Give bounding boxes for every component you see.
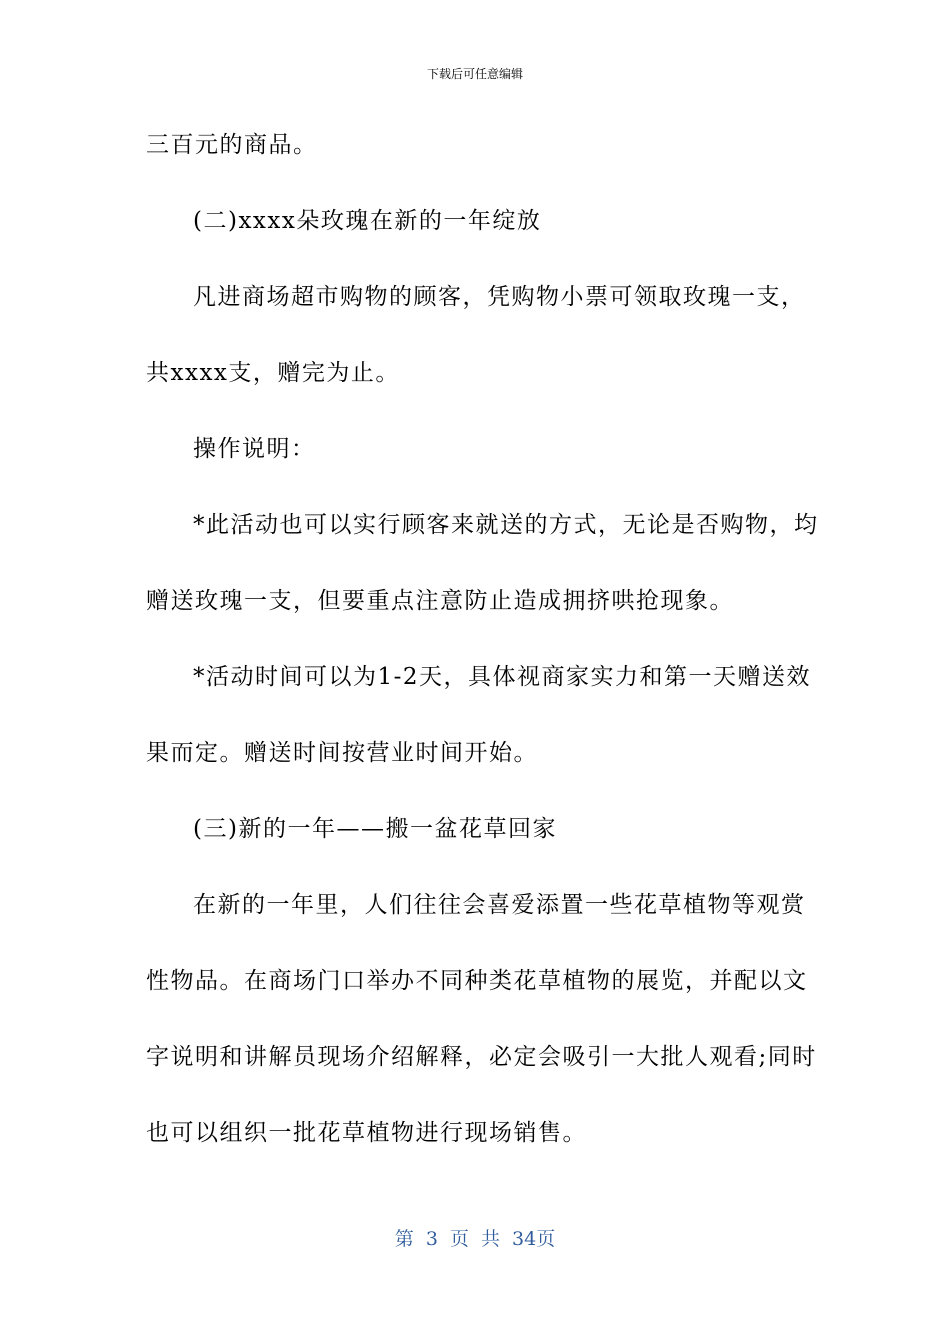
paragraph-line: 果而定。赠送时间按营业时间开始。 (146, 740, 538, 766)
section-heading: (三)新的一年——搬一盆花草回家 (193, 816, 557, 842)
paragraph-line: 字说明和讲解员现场介绍解释，必定会吸引一大批人观看;同时 (146, 1044, 817, 1070)
section-heading: (二)xxxx朵玫瑰在新的一年绽放 (193, 208, 542, 234)
bullet-line: *此活动也可以实行顾客来就送的方式，无论是否购物，均 (193, 512, 819, 538)
page-number: 第 3 页 共 34页 (394, 1228, 556, 1250)
header-note: 下载后可任意编辑 (426, 67, 523, 81)
paragraph-line: 也可以组织一批花草植物进行现场销售。 (146, 1120, 587, 1146)
paragraph-line: 凡进商场超市购物的顾客，凭购物小票可领取玫瑰一支， (193, 284, 806, 310)
document-body (146, 125, 819, 1189)
paragraph-line: 三百元的商品。 (146, 132, 318, 158)
paragraph-line: 性物品。在商场门口举办不同种类花草植物的展览，并配以文 (146, 968, 808, 994)
subheading: 操作说明： (193, 436, 316, 462)
paragraph-line: 共xxxx支，赠完为止。 (146, 360, 400, 386)
bullet-line: *活动时间可以为1-2天，具体视商家实力和第一天赠送效 (193, 664, 812, 690)
paragraph-line: 在新的一年里，人们往往会喜爱添置一些花草植物等观赏 (193, 892, 806, 918)
paragraph-line: 赠送玫瑰一支，但要重点注意防止造成拥挤哄抢现象。 (146, 588, 734, 614)
